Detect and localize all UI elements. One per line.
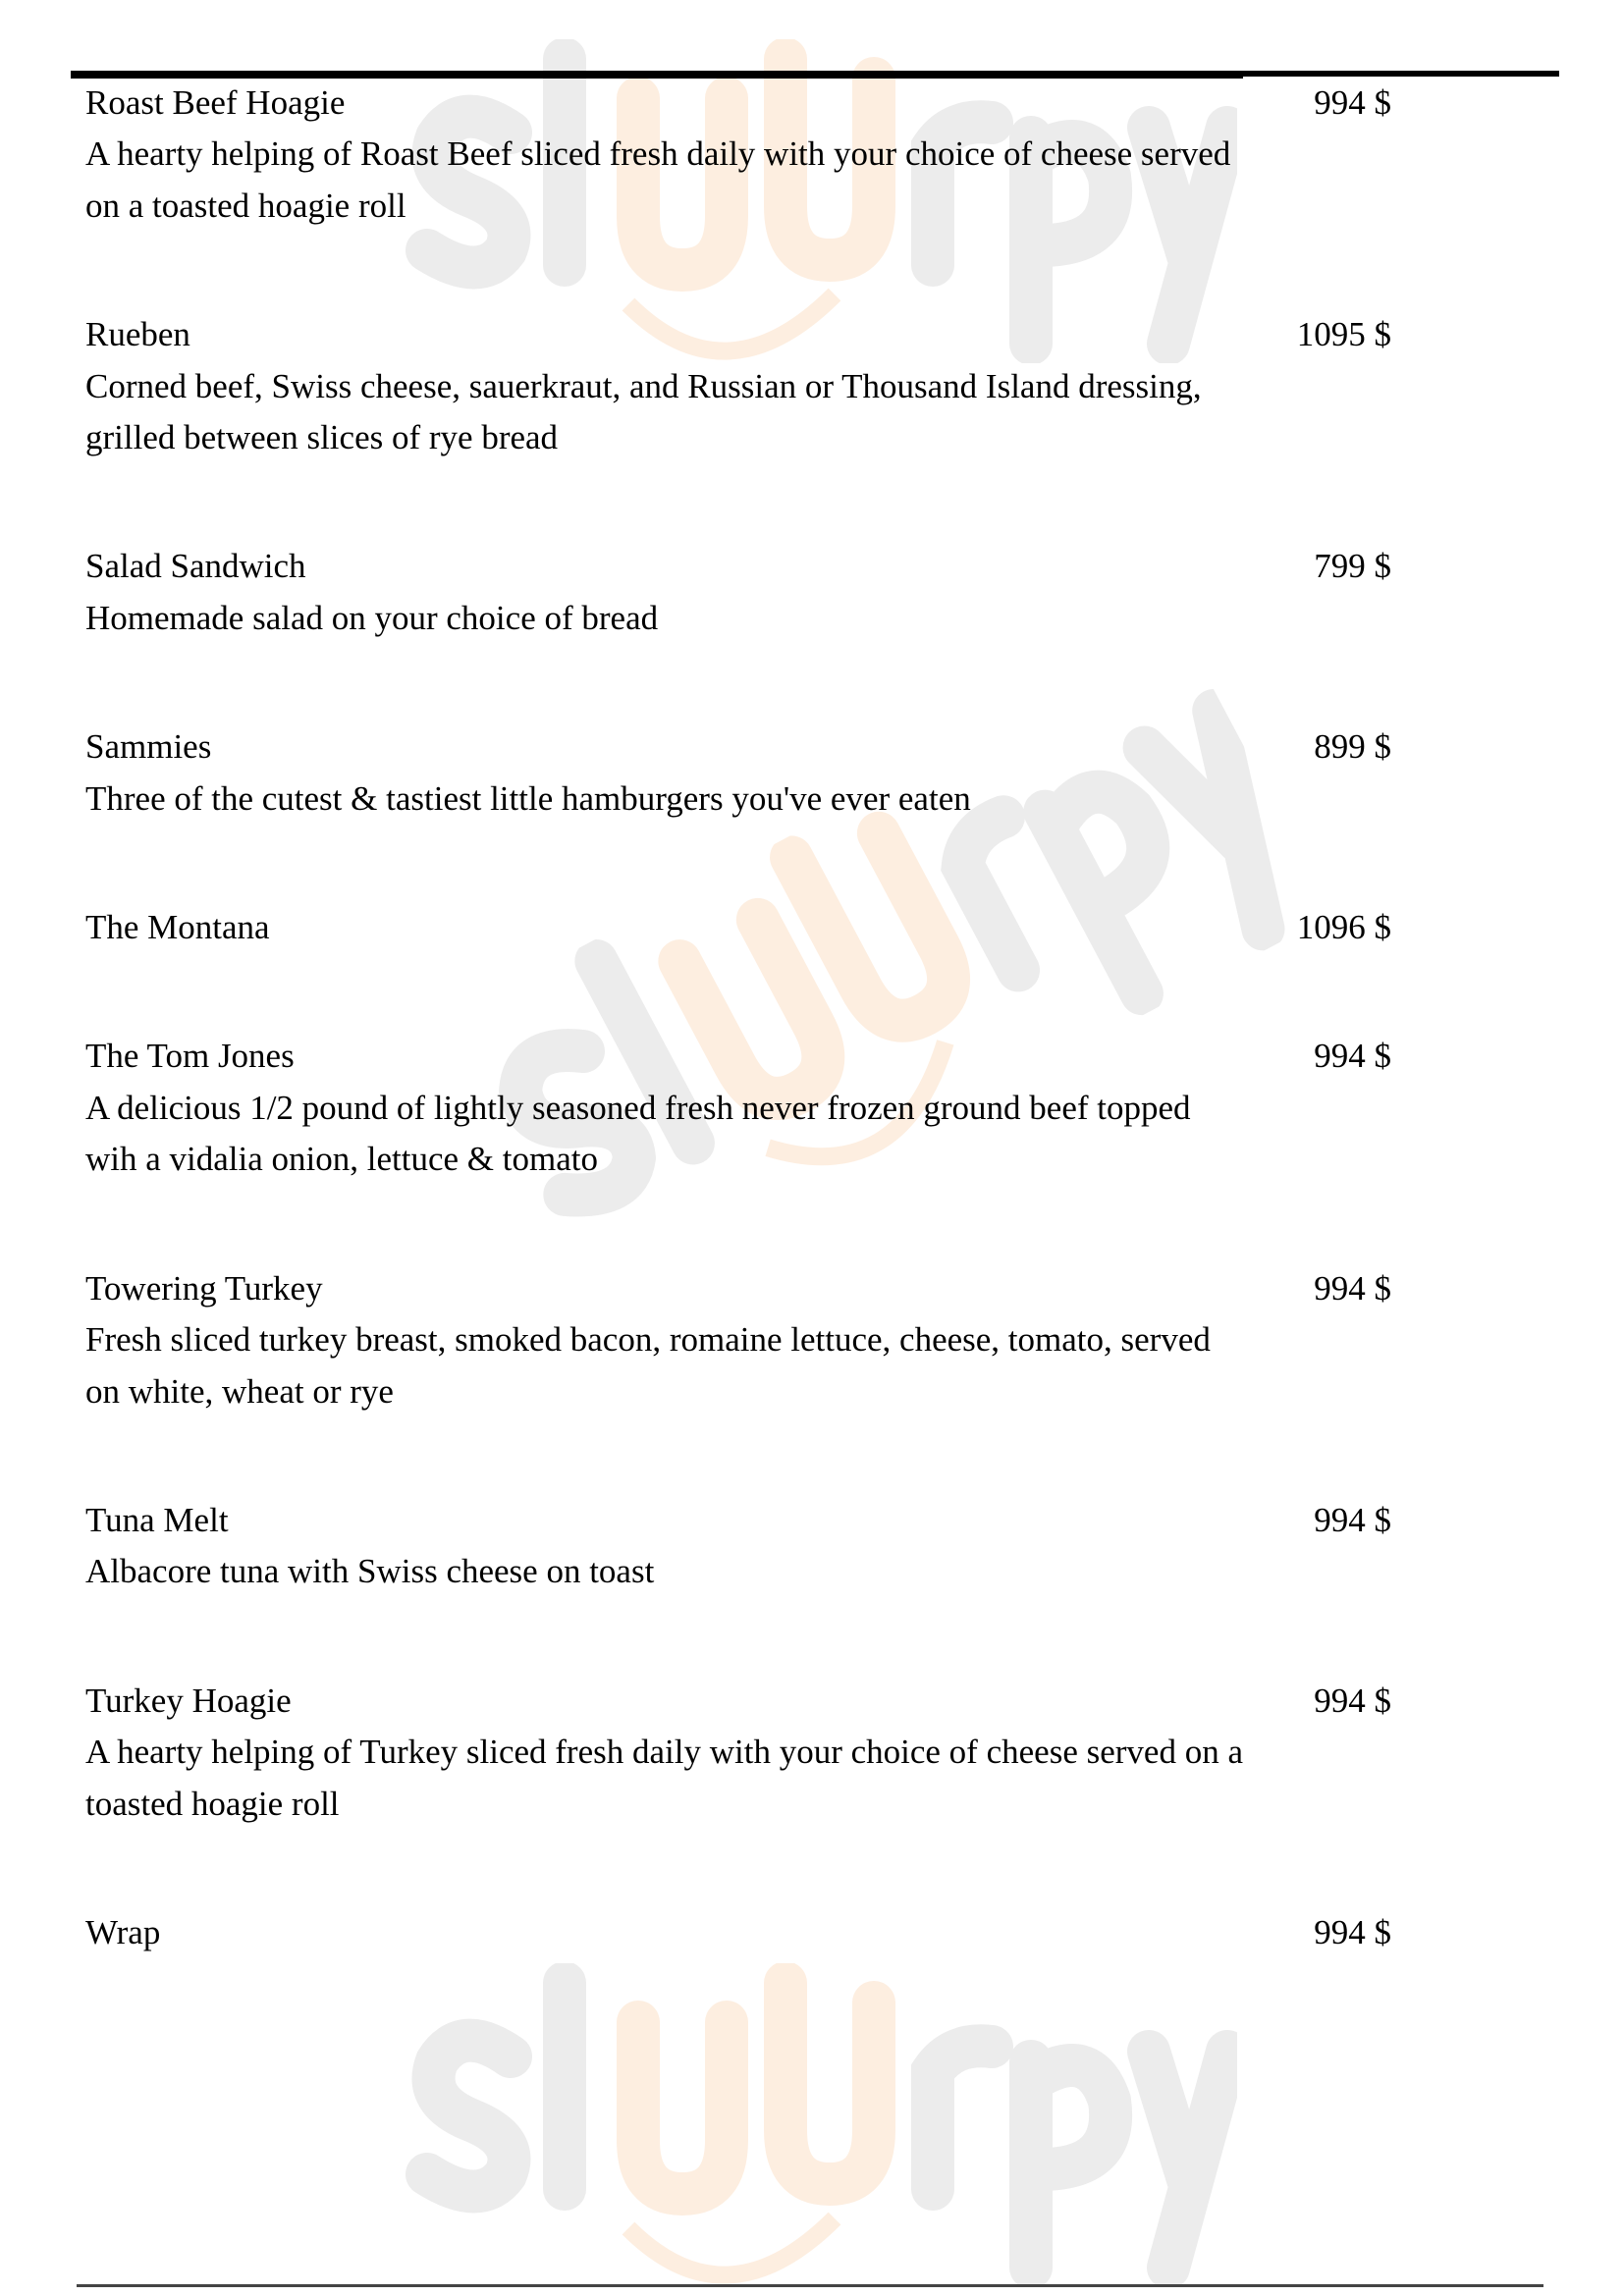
item-price: 994 $: [1314, 1500, 1391, 1539]
item-description: A hearty helping of Roast Beef sliced fresh daily with your choice of cheese served on a toasted hoagie roll: [85, 134, 1231, 225]
item-price: 994 $: [1314, 1681, 1391, 1720]
item-name: Salad Sandwich: [85, 547, 306, 586]
item-name: Roast Beef Hoagie: [85, 83, 346, 122]
menu-item: [85, 721, 1391, 825]
menu-item: [85, 902, 1391, 953]
menu-item: [85, 1907, 1391, 1958]
item-name: Rueben: [85, 315, 190, 354]
menu-item: [85, 1676, 1391, 1830]
item-name: Towering Turkey: [85, 1268, 323, 1308]
menu-list: [85, 78, 1391, 2036]
item-name: Turkey Hoagie: [85, 1681, 292, 1720]
item-description: Three of the cutest & tastiest little hamburgers you've ever eaten: [85, 778, 971, 818]
menu-item: [85, 1031, 1391, 1185]
menu-item: [85, 541, 1391, 644]
item-price: 1095 $: [1296, 315, 1391, 354]
menu-item: [85, 78, 1391, 232]
item-description: A delicious 1/2 pound of lightly seasoned fresh never frozen ground beef topped wih a vidalia onion, lettuce & tomato: [85, 1088, 1191, 1179]
item-name: Wrap: [85, 1912, 161, 1951]
item-name: The Tom Jones: [85, 1037, 295, 1076]
item-name: The Montana: [85, 908, 270, 947]
menu-item: [85, 1495, 1391, 1598]
item-price: 899 $: [1314, 727, 1391, 767]
menu-item: [85, 1263, 1391, 1417]
item-price: 994 $: [1314, 83, 1391, 122]
item-price: 799 $: [1314, 547, 1391, 586]
item-price: 994 $: [1314, 1912, 1391, 1951]
item-price: 1096 $: [1296, 908, 1391, 947]
item-description: Homemade salad on your choice of bread: [85, 598, 659, 637]
item-description: A hearty helping of Turkey sliced fresh daily with your choice of cheese served on a toasted hoagie roll: [85, 1733, 1243, 1823]
item-price: 994 $: [1314, 1268, 1391, 1308]
menu-item: [85, 309, 1391, 463]
bottom-divider: [77, 2284, 1543, 2287]
item-name: Sammies: [85, 727, 212, 767]
item-price: 994 $: [1314, 1037, 1391, 1076]
item-description: Corned beef, Swiss cheese, sauerkraut, and Russian or Thousand Island dressing, grilled between slices of rye bread: [85, 366, 1202, 457]
item-name: Tuna Melt: [85, 1500, 229, 1539]
item-description: Albacore tuna with Swiss cheese on toast: [85, 1552, 655, 1591]
item-description: Fresh sliced turkey breast, smoked bacon, romaine lettuce, cheese, tomato, served on white, wheat or rye: [85, 1320, 1211, 1411]
